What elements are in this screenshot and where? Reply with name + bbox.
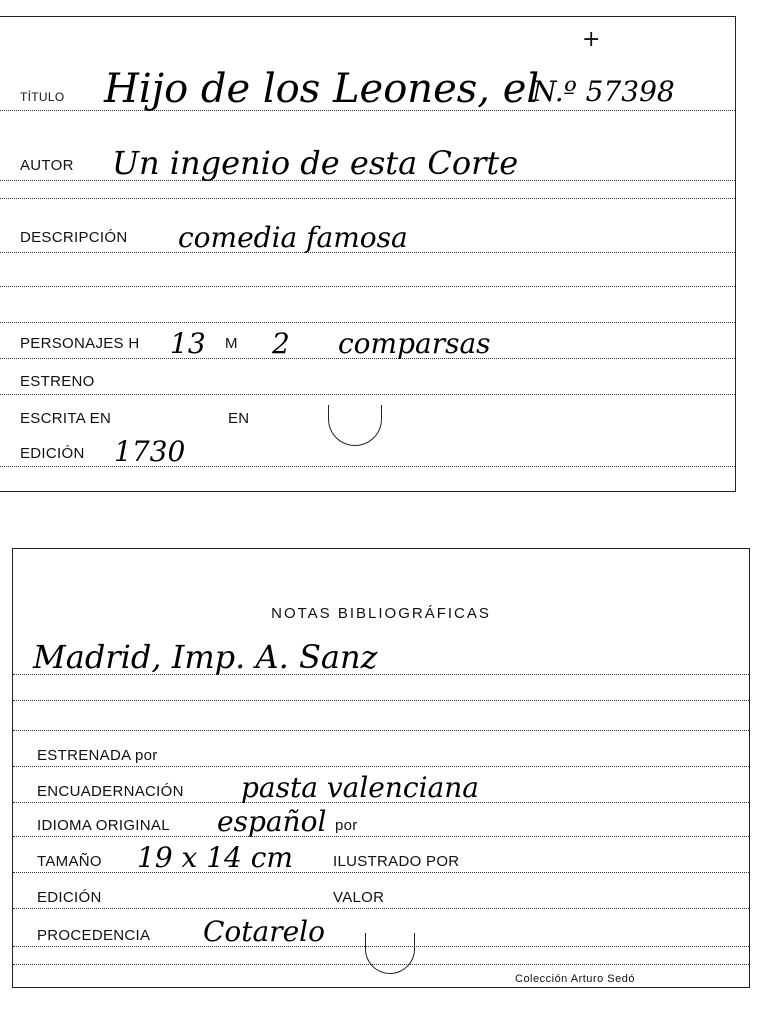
procedencia-value: Cotarelo: [203, 915, 325, 948]
row-spacer-1: [0, 181, 735, 199]
tamano-label: TAMAÑO: [37, 853, 102, 870]
row-autor: [0, 111, 735, 181]
encuadernacion-value: pasta valenciana: [241, 771, 479, 804]
notas-value: Madrid, Imp. A. Sanz: [33, 638, 378, 676]
row-estreno: [0, 359, 735, 395]
titulo-label: TÍTULO: [20, 90, 65, 104]
cross-mark: +: [582, 27, 601, 52]
row-notas-3: [13, 701, 749, 731]
idioma-value: español: [217, 805, 327, 838]
idioma-label: IDIOMA ORIGINAL: [37, 817, 170, 834]
binder-hole-notch-back: [365, 933, 415, 974]
idioma-por-label: por: [335, 817, 358, 834]
personajes-label: PERSONAJES H: [20, 335, 140, 352]
ilustrado-label: ILUSTRADO POR: [333, 853, 460, 870]
personajes-m-value: 2: [272, 327, 290, 360]
catalog-card-front: [0, 16, 736, 492]
estreno-label: ESTRENO: [20, 373, 95, 390]
row-idioma: [13, 803, 749, 837]
row-descripcion: [0, 199, 735, 253]
descripcion-label: DESCRIPCIÓN: [20, 229, 128, 246]
escrita-en-label: EN: [228, 410, 250, 427]
personajes-m-label: M: [225, 335, 238, 352]
valor-label: VALOR: [333, 889, 385, 906]
personajes-extra: comparsas: [338, 327, 491, 360]
titulo-value: Hijo de los Leones, el: [104, 66, 540, 112]
row-estrenada: [13, 731, 749, 767]
row-tamano: [13, 837, 749, 873]
estrenada-label: ESTRENADA por: [37, 747, 158, 764]
edicion-back-label: EDICIÓN: [37, 889, 102, 906]
edicion-value: 1730: [114, 435, 186, 468]
row-spacer-3: [0, 287, 735, 323]
autor-label: AUTOR: [20, 157, 74, 174]
row-personajes: [0, 323, 735, 359]
row-titulo: [0, 47, 735, 111]
row-notas: [13, 625, 749, 675]
row-edicion-back: [13, 873, 749, 909]
personajes-h-value: 13: [170, 327, 206, 360]
autor-value: Un ingenio de esta Corte: [112, 144, 519, 182]
tamano-value: 19 x 14 cm: [137, 841, 293, 874]
escrita-label: ESCRITA EN: [20, 410, 112, 427]
row-notas-2: [13, 675, 749, 701]
catalog-card-back: [12, 548, 750, 988]
titulo-ref: N.º 57398: [532, 75, 675, 108]
descripcion-value: comedia famosa: [178, 221, 408, 254]
collection-footer: Colección Arturo Sedó: [515, 973, 635, 985]
procedencia-label: PROCEDENCIA: [37, 927, 151, 944]
notas-title: NOTAS BIBLIOGRÁFICAS: [271, 605, 491, 622]
encuadernacion-label: ENCUADERNACIÓN: [37, 783, 184, 800]
row-spacer-2: [0, 253, 735, 287]
row-encuadernacion: [13, 767, 749, 803]
edicion-label: EDICIÓN: [20, 445, 85, 462]
